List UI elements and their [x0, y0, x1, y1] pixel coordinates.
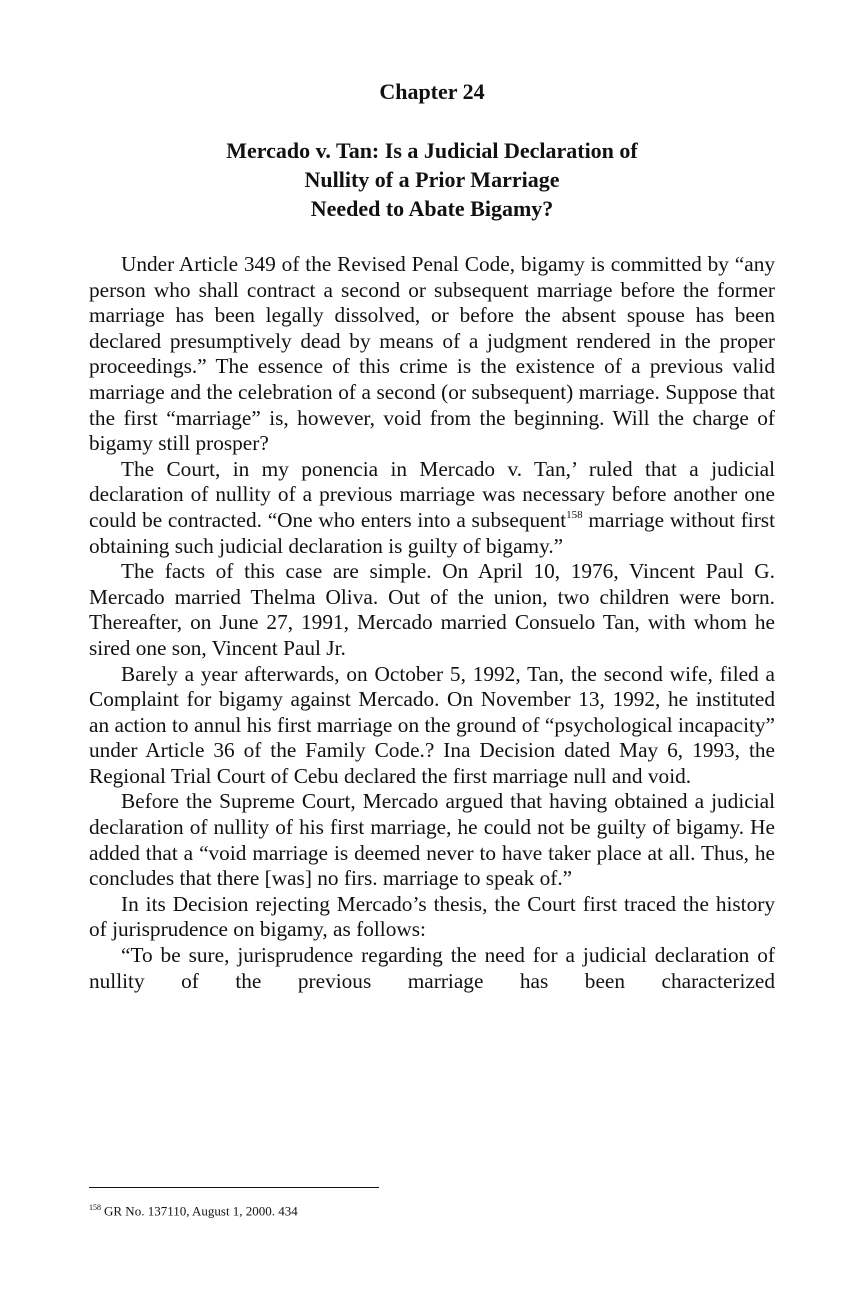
footnote [89, 1200, 775, 1219]
footnote-reference: 158 [566, 508, 583, 521]
paragraph: Under Article 349 of the Revised Penal Code, bigamy is committed by “any person who shall contract a second or subsequent marriage before the former marriage has been legally dissolved, or before the absent spouse has been declared presumptively dead by means of a judgment rendered in the proper proceedings.” The essence of this crime is the existence of a previous valid marriage and the celebration of a second (or subsequent) marriage. Suppose that the first “marriage” is, however, void from the beginning. Will the charge of bigamy still prosper? [89, 252, 775, 456]
footnote-text: GR No. 137110, August 1, 2000. 434 [104, 1203, 298, 1219]
paragraph: The facts of this case are simple. On April 10, 1976, Vincent Paul G. Mercado married Thelma Oliva. Out of the union, two children were born. Thereafter, on June 27, 1991, Mercado married Consuelo Tan, with whom he sired one son, Vincent Paul Jr. [89, 559, 775, 660]
chapter-title [0, 136, 864, 223]
paragraph: Before the Supreme Court, Mercado argued that having obtained a judicial declaration of nullity of his first marriage, he could not be guilty of bigamy. He added that a “void marriage is deemed never to have taker place at all. Thus, he concludes that there [was] no firs. marriage to speak of.” [89, 789, 775, 891]
paragraph [89, 457, 775, 559]
paragraph: “To be sure, jurisprudence regarding the need for a judicial declaration of nullity of the previous marriage has been characterized [89, 943, 775, 993]
chapter-title-line: Nullity of a Prior Marriage [304, 167, 560, 192]
footnote-divider [89, 1187, 379, 1188]
paragraph: In its Decision rejecting Mercado’s thesis, the Court first traced the history of jurisprudence on bigamy, as follows: [89, 891, 775, 942]
chapter-heading: Chapter 24 [379, 79, 485, 104]
body-text [89, 252, 775, 994]
paragraph-text: The Court, in my ponencia in Mercado v. Tan,’ ruled that a judicial declaration of nullity of a previous marriage was necessary before another one could be contracted. “One who enters into a subsequent [89, 456, 775, 532]
paragraph-text: marriage without first obtaining such judicial declaration is guilty of bigamy.” [89, 507, 775, 558]
chapter-title-line: Mercado v. Tan: Is a Judicial Declaration of [226, 138, 638, 163]
footnote-marker: 158 [89, 1203, 101, 1212]
chapter-title-line: Needed to Abate Bigamy? [310, 196, 554, 221]
paragraph: Barely a year afterwards, on October 5, 1992, Tan, the second wife, filed a Complaint for bigamy against Mercado. On November 13, 1992, he instituted an action to annul his first marriage on the ground of “psychological incapacity” under Article 36 of the Family Code.? Ina Decision dated May 6, 1993, the Regional Trial Court of Cebu declared the first marriage null and void. [89, 661, 775, 788]
